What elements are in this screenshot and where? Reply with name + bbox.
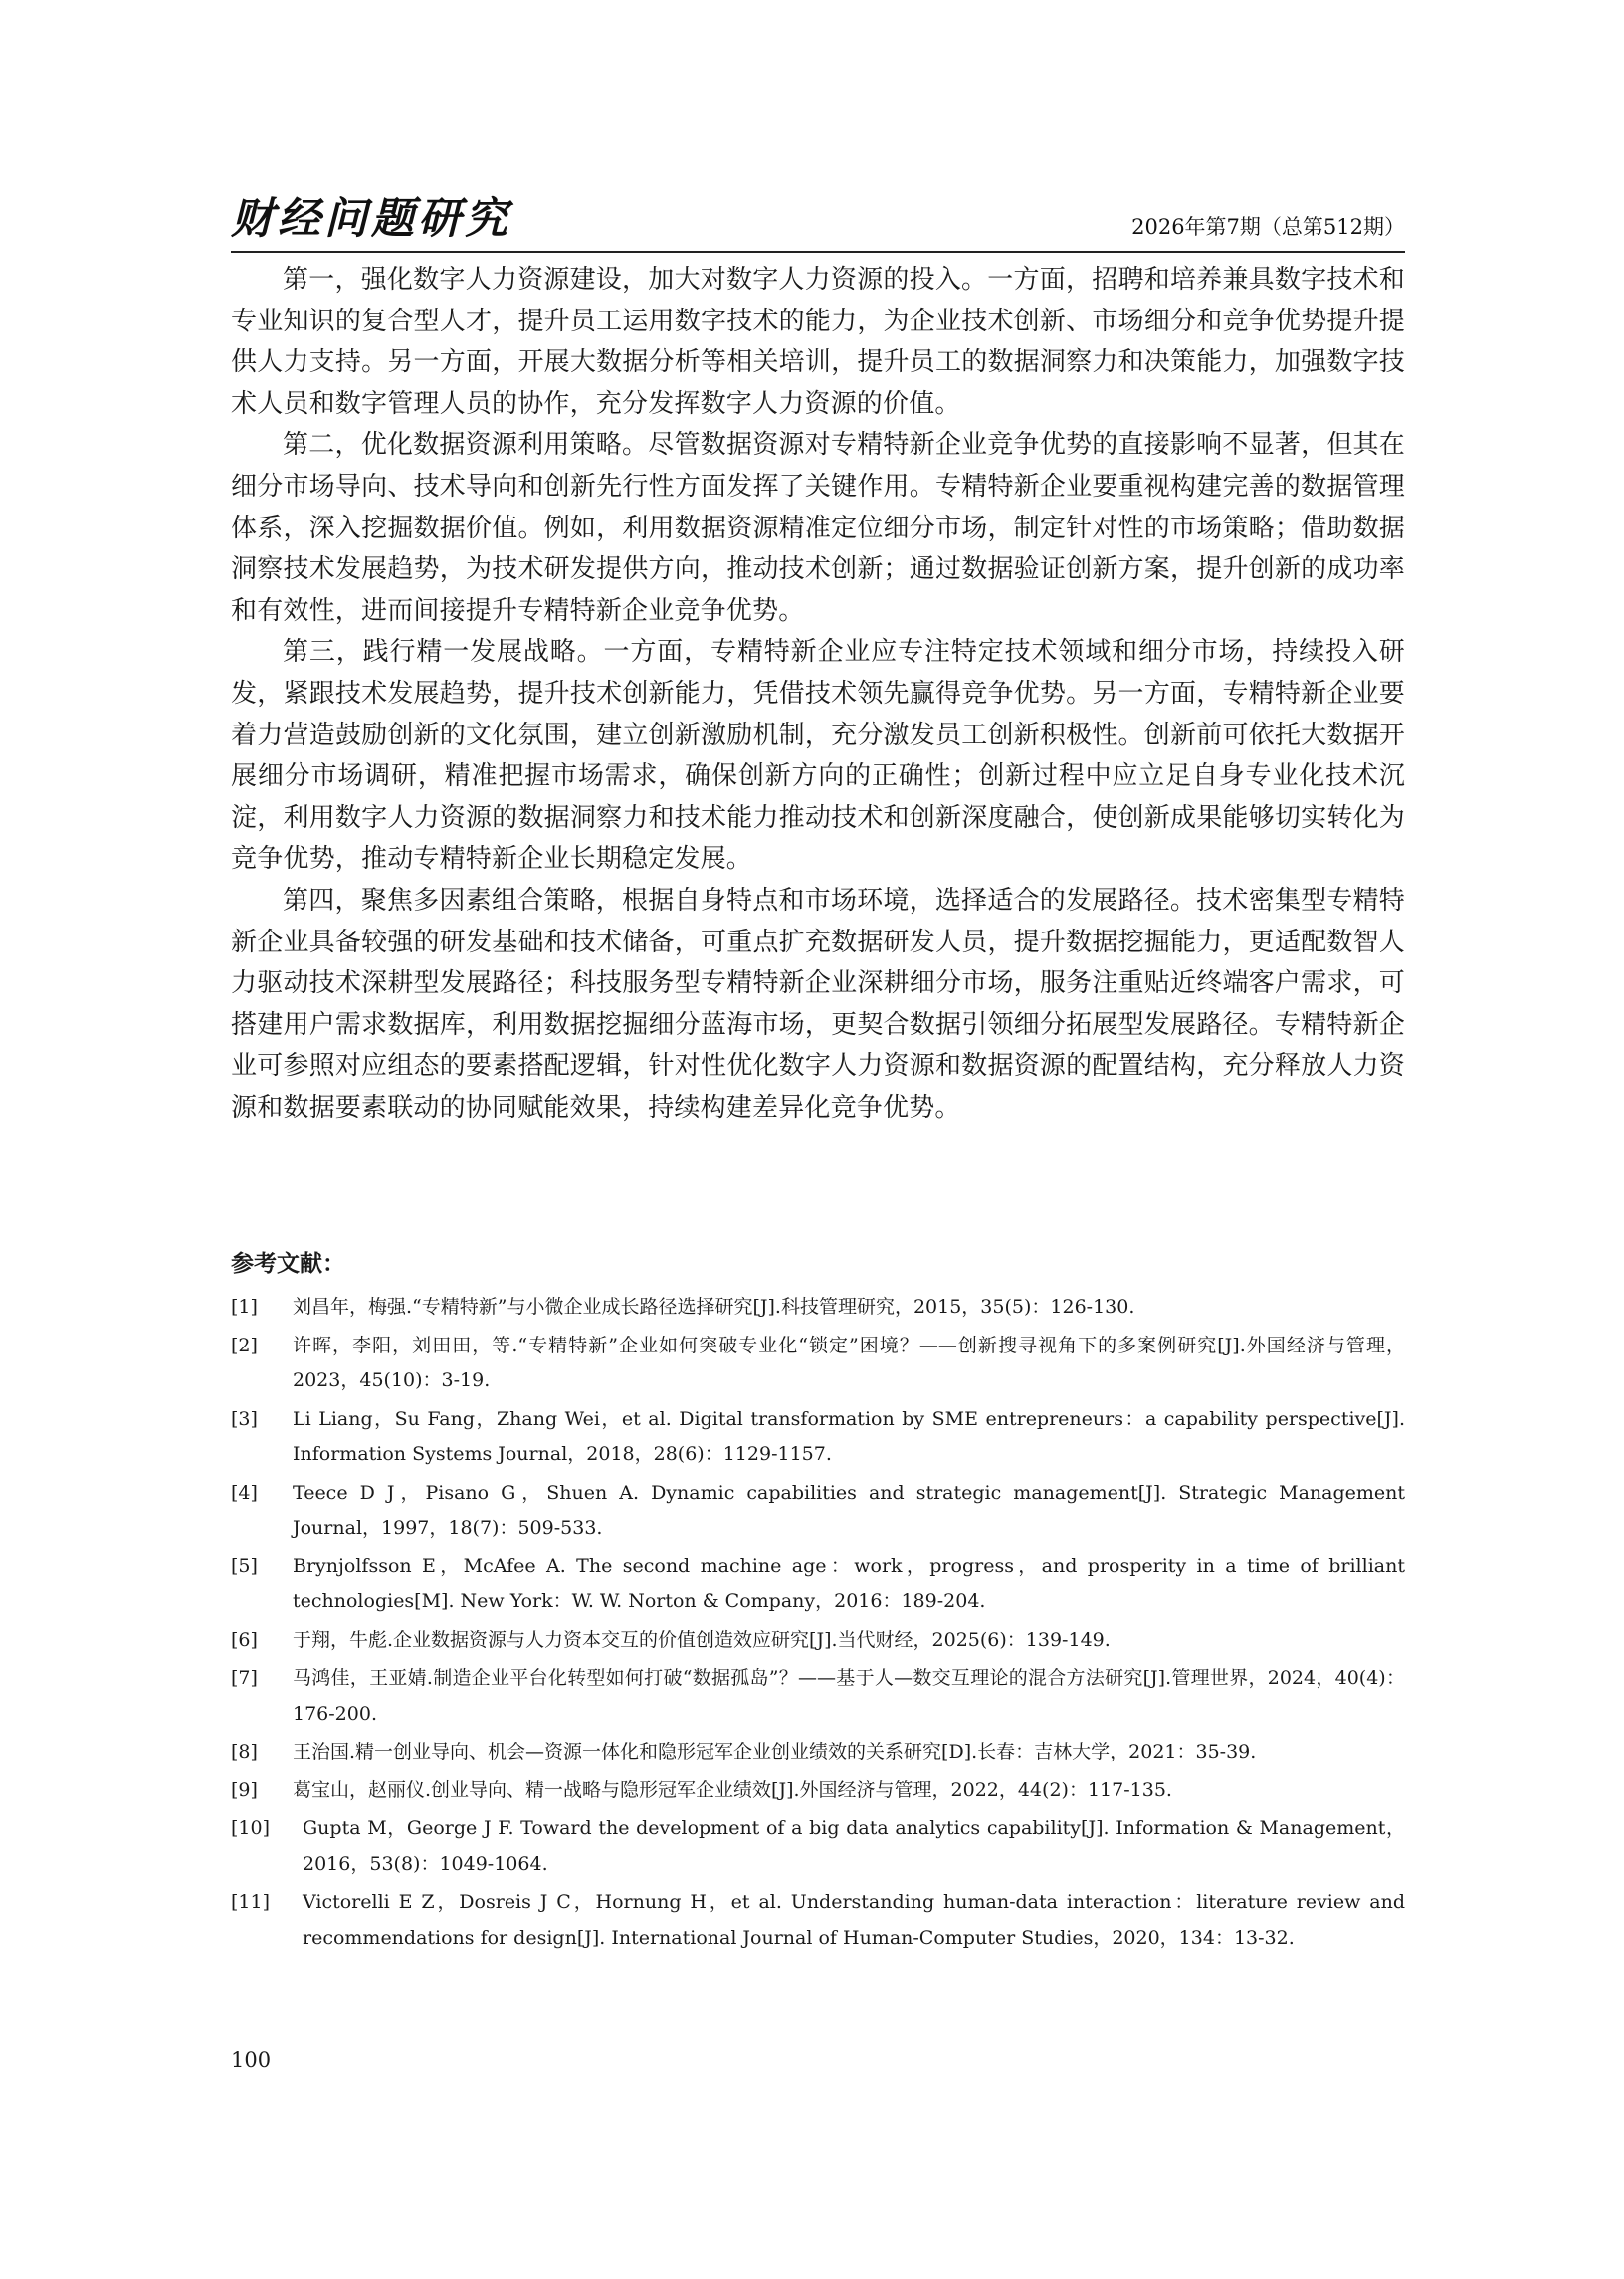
- reference-item: [231, 1550, 1405, 1620]
- reference-number: [1]: [231, 1296, 258, 1318]
- reference-text: 马鸿佳，王亚婧.制造企业平台化转型如何打破“数据孤岛”？——基于人—数交互理论的混合方法研究[J].管理世界，2024，40(4)：176-200.: [293, 1667, 1405, 1725]
- reference-number: [5]: [231, 1554, 258, 1577]
- reference-item: [231, 1329, 1405, 1399]
- paragraph-3: 第三，践行精一发展战略。一方面，专精特新企业应专注特定技术领域和细分市场，持续投入研发，紧跟技术发展趋势，提升技术创新能力，凭借技术领先赢得竞争优势。另一方面，专精特新企业要着力营造鼓励创新的文化氛围，建立创新激励机制，充分激发员工创新积极性。创新前可依托大数据开展细分市场调研，精准把握市场需求，确保创新方向的正确性；创新过程中应立足自身专业化技术沉淀，利用数字人力资源的数据洞察力和技术能力推动技术和创新深度融合，使创新成果能够切实转化为竞争优势，推动专精特新企业长期稳定发展。: [231, 637, 1405, 875]
- reference-text: 于翔，牛彪.企业数据资源与人力资本交互的价值创造效应研究[J].当代财经，2025(6)：139-149.: [293, 1628, 1111, 1651]
- reference-item: [231, 1623, 1405, 1659]
- reference-item: [231, 1735, 1405, 1770]
- reference-text: Li Liang，Su Fang，Zhang Wei，et al. Digital transformation by SME entrepreneurs：a capability perspective[J]. Information Systems Journal，2018，28(6)：1129-1157.: [293, 1407, 1405, 1465]
- reference-item: [231, 1476, 1405, 1547]
- reference-number: [8]: [231, 1741, 258, 1762]
- reference-text: Teece D J，Pisano G，Shuen A. Dynamic capabilities and strategic management[J]. Strategic Management Journal，1997，18(7)：509-533.: [293, 1481, 1405, 1539]
- reference-text: 刘昌年，梅强.“专精特新”与小微企业成长路径选择研究[J].科技管理研究，2015，35(5)：126-130.: [293, 1296, 1135, 1318]
- reference-item: [231, 1885, 1405, 1956]
- reference-number: [4]: [231, 1481, 258, 1504]
- reference-item: [231, 1773, 1405, 1809]
- references-title: 参考文献：: [231, 1251, 345, 1277]
- reference-number: [6]: [231, 1628, 258, 1651]
- reference-text: 葛宝山，赵丽仪.创业导向、精一战略与隐形冠军企业绩效[J].外国经济与管理，2022，44(2)：117-135.: [293, 1778, 1172, 1801]
- reference-item: [231, 1811, 1405, 1882]
- body-text: [231, 260, 1405, 1129]
- reference-number: [10]: [231, 1817, 271, 1839]
- reference-item: [231, 1402, 1405, 1473]
- journal-logo: 财经问题研究: [231, 194, 511, 244]
- page-number: 100: [231, 2048, 272, 2072]
- reference-text: 王治国.精一创业导向、机会—资源一体化和隐形冠军企业创业绩效的关系研究[D].长春：吉林大学，2021：35-39.: [293, 1741, 1257, 1762]
- reference-number: [2]: [231, 1334, 258, 1356]
- issue-info: 2026年第7期（总第512期）: [1131, 215, 1405, 239]
- reference-number: [9]: [231, 1778, 258, 1801]
- paragraph-2: 第二，优化数据资源利用策略。尽管数据资源对专精特新企业竞争优势的直接影响不显著，但其在细分市场导向、技术导向和创新先行性方面发挥了关键作用。专精特新企业要重视构建完善的数据管理体系，深入挖掘数据价值。例如，利用数据资源精准定位细分市场，制定针对性的市场策略；借助数据洞察技术发展趋势，为技术研发提供方向，推动技术创新；通过数据验证创新方案，提升创新的成功率和有效性，进而间接提升专精特新企业竞争优势。: [231, 430, 1405, 626]
- paragraph-1: 第一，强化数字人力资源建设，加大对数字人力资源的投入。一方面，招聘和培养兼具数字技术和专业知识的复合型人才，提升员工运用数字技术的能力，为企业技术创新、市场细分和竞争优势提升提供人力支持。另一方面，开展大数据分析等相关培训，提升员工的数据洞察力和决策能力，加强数字技术人员和数字管理人员的协作，充分发挥数字人力资源的价值。: [231, 265, 1405, 419]
- reference-item: [231, 1661, 1405, 1732]
- reference-number: [3]: [231, 1407, 258, 1430]
- reference-text: 许晖，李阳，刘田田，等.“专精特新”企业如何突破专业化“锁定”困境？——创新搜寻视角下的多案例研究[J].外国经济与管理，2023，45(10)：3-19.: [293, 1334, 1405, 1391]
- references-section: [231, 1246, 1405, 1959]
- page-header: [231, 195, 1405, 251]
- header-divider: [231, 251, 1405, 253]
- paragraph-4: 第四，聚焦多因素组合策略，根据自身特点和市场环境，选择适合的发展路径。技术密集型专精特新企业具备较强的研发基础和技术储备，可重点扩充数据研发人员，提升数据挖掘能力，更适配数智人力驱动技术深耕型发展路径；科技服务型专精特新企业深耕细分市场，服务注重贴近终端客户需求，可搭建用户需求数据库，利用数据挖掘细分蓝海市场，更契合数据引领细分拓展型发展路径。专精特新企业可参照对应组态的要素搭配逻辑，针对性优化数字人力资源和数据资源的配置结构，充分释放人力资源和数据要素联动的协同赋能效果，持续构建差异化竞争优势。: [231, 885, 1405, 1123]
- reference-number: [7]: [231, 1667, 258, 1689]
- reference-number: [11]: [231, 1891, 271, 1913]
- reference-item: [231, 1290, 1405, 1326]
- reference-text: Brynjolfsson E，McAfee A. The second machine age：work，progress，and prosperity in a time of brilliant technologies[M]. New York：W. W. Norton & Company，2016：189-204.: [293, 1554, 1405, 1612]
- reference-text: Victorelli E Z，Dosreis J C，Hornung H，et al. Understanding human-data interaction：literature review and recommendations for design[J]. International Journal of Human-Computer Studies，2020，134：13-32.: [303, 1891, 1405, 1949]
- reference-text: Gupta M，George J F. Toward the development of a big data analytics capability[J]. Information & Management，2016，53(8)：1049-1064.: [303, 1817, 1405, 1875]
